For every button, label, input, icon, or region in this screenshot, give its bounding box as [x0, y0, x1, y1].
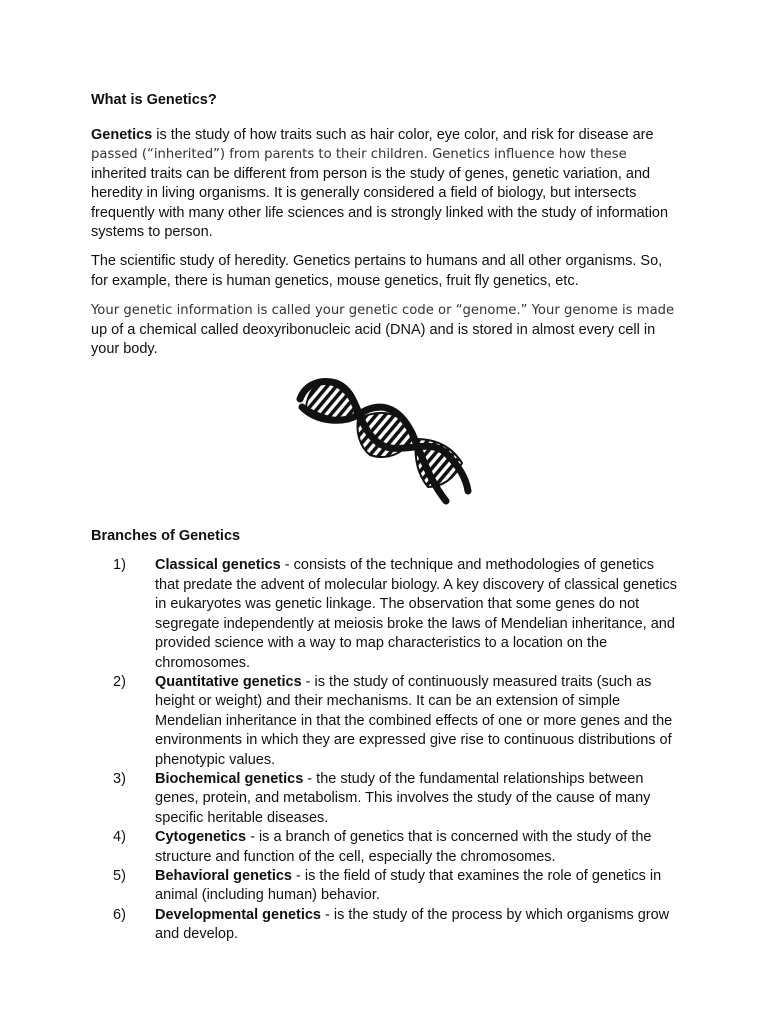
list-item: 4) Cytogenetics - is a branch of genetics that is concerned with the study of the structure and function of the cell, especially the chromosomes.: [113, 829, 652, 865]
paragraph-heredity: The scientific study of heredity. Genetics pertains to humans and all other organisms. So, for example, there is human genetics, mouse genetics, fruit fly genetics, etc.: [91, 253, 663, 289]
branches-list: [91, 556, 681, 944]
paragraph-genome: [91, 301, 681, 359]
p1-rest: inherited traits can be different from person is the study of genes, genetic variation, and heredity in living organisms. It is generally considered a field of biology, but intersects frequently with many other life sciences and is strongly linked with the study of information systems to person.: [91, 165, 669, 241]
paragraph-genetics-definition: [91, 126, 681, 242]
list-item: 1) Classical genetics - consists of the technique and methodologies of genetics that predate the advent of molecular biology. A key discovery of classical genetics in eukaryotes was genetic linkage. The observation that some genes do not segregate independently at meiosis broke the laws of Mendelian inheritance, and provided science with a way to map characteristics to a location on the chromosomes.: [113, 557, 678, 671]
p3-line1: Your genetic information is called your genetic code or “genome.” Your genome is made: [91, 303, 675, 319]
document-page: [91, 91, 681, 945]
list-item: 3) Biochemical genetics - the study of the fundamental relationships between genes, protein, and metabolism. This involves the study of the cause of many specific heritable diseases.: [113, 770, 651, 826]
p1-line2: passed (“inherited”) from parents to their children. Genetics influence how these: [91, 147, 627, 163]
p1-line1: is the study of how traits such as hair color, eye color, and risk for disease are: [152, 127, 654, 143]
dna-helix-icon: [296, 377, 476, 511]
dna-illustration: [91, 369, 681, 519]
branches-title: Branches of Genetics: [91, 528, 241, 545]
list-item: 6) Developmental genetics - is the study of the process by which organisms grow and develop.: [113, 906, 670, 943]
page-title: What is Genetics?: [91, 92, 217, 108]
list-item: 2) Quantitative genetics - is the study of continuously measured traits (such as height or weight) and their mechanisms. It can be an extension of simple Mendelian inheritance in that the combined effects of one or more genes and the environments in which they are expressed give rise to continuous distributions of phenotypic values.: [113, 673, 673, 768]
p3-rest: up of a chemical called deoxyribonucleic acid (DNA) and is stored in almost every cell in your body.: [91, 321, 656, 358]
list-item: 5) Behavioral genetics - is the field of study that examines the role of genetics in animal (including human) behavior.: [113, 867, 662, 904]
term-genetics: Genetics: [91, 127, 153, 143]
